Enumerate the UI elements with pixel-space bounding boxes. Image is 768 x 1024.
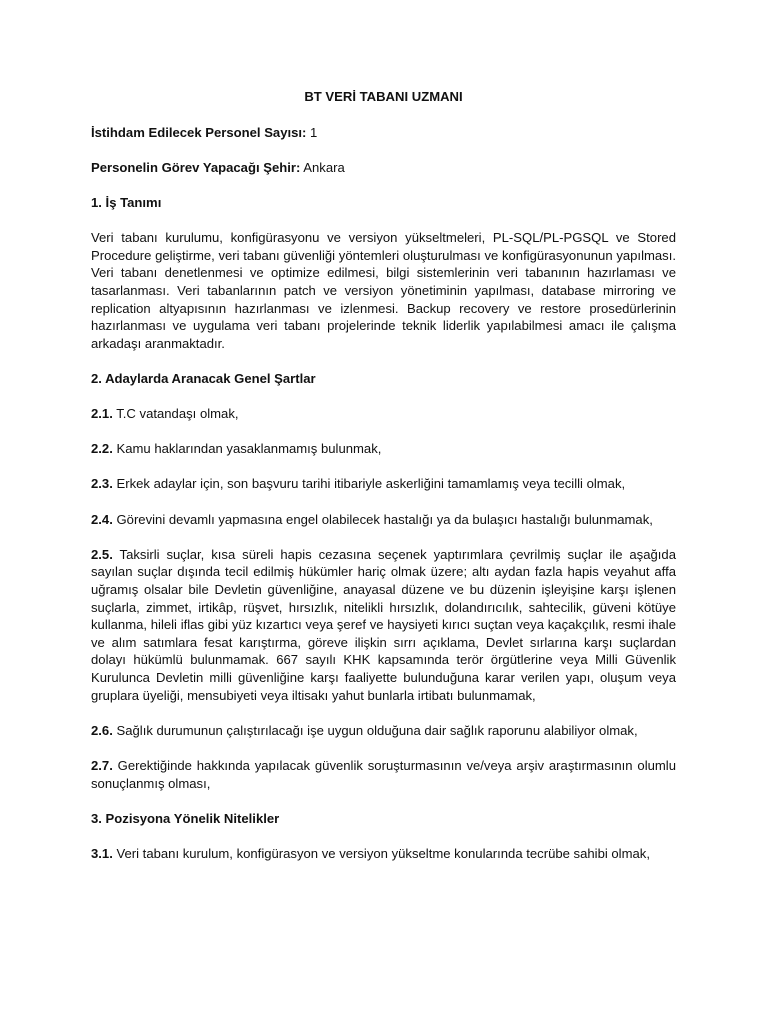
item-text: Veri tabanı kurulum, konfigürasyon ve versiyon yükseltme konularında tecrübe sahibi olmak, — [112, 845, 650, 861]
item-text: Görevini devamlı yapmasına engel olabilecek hastalığı ya da bulaşıcı hastalığı bulunmamak, — [112, 511, 653, 527]
list-item-3-1 — [91, 845, 676, 863]
staff-count-value: 1 — [306, 124, 318, 140]
section-3-heading: 3. Pozisyona Yönelik Nitelikler — [91, 810, 280, 826]
item-number: 2.1. — [91, 406, 113, 422]
list-item-2-3 — [91, 475, 676, 493]
section-2-heading: 2. Adaylarda Aranacak Genel Şartlar — [91, 370, 316, 386]
list-item-2-6 — [91, 722, 676, 740]
item-number: 2.5. — [91, 546, 113, 562]
section-1-text: Veri tabanı kurulumu, konfigürasyonu ve versiyon yükseltmeleri, PL-SQL/PL-PGSQL ve Stored Procedure geliştirme, veri tabanı güvenliği yöntemleri oluşturulması ve konfigürasyonunun yapılması. Veri tabanı denetlenmesi ve optimize edilmesi, bilgi sistemlerinin veri tabanının hazırlaması ve tasarlanması. Veri tabanlarının patch ve versiyon yönetiminin yapılması, database mirroring ve replication altyapısının hazırlanması ve izlenmesi. Backup recovery ve restore prosedürlerinin hazırlanması ve uygulama veri tabanı projelerinde teknik liderlik yapılabilmesi amacı ile çalışma arkadaşı aranmaktadır. — [91, 230, 676, 351]
item-text: Erkek adaylar için, son başvuru tarihi itibariyle askerliğini tamamlamış veya tecilli olmak, — [112, 476, 626, 492]
item-number: 2.2. — [91, 441, 113, 457]
list-item-2-5 — [91, 546, 676, 704]
item-number: 3.1. — [91, 845, 113, 861]
list-item-2-7 — [91, 757, 676, 792]
item-text: Kamu haklarından yasaklanmamış bulunmak, — [112, 441, 382, 457]
city-label: Personelin Görev Yapacağı Şehir: — [91, 159, 301, 175]
item-text: T.C vatandaşı olmak, — [112, 406, 239, 422]
staff-count-label: İstihdam Edilecek Personel Sayısı: — [91, 124, 307, 140]
list-item-2-2 — [91, 440, 676, 458]
item-number: 2.4. — [91, 511, 113, 527]
section-1-heading: 1. İş Tanımı — [91, 194, 162, 210]
staff-count-line — [91, 124, 676, 142]
item-number: 2.3. — [91, 476, 113, 492]
list-item-2-4 — [91, 511, 676, 529]
item-text: Gerektiğinde hakkında yapılacak güvenlik soruşturmasının ve/veya arşiv araştırmasının olumlu sonuçlanmış olması, — [91, 757, 676, 791]
document-page — [91, 88, 676, 880]
city-line — [91, 159, 676, 177]
item-number: 2.7. — [91, 757, 113, 773]
city-value: Ankara — [300, 159, 345, 175]
item-number: 2.6. — [91, 722, 113, 738]
document-title: BT VERİ TABANI UZMANI — [304, 89, 463, 104]
item-text: Sağlık durumunun çalıştırılacağı işe uygun olduğuna dair sağlık raporunu alabiliyor olmak, — [112, 722, 638, 738]
item-text: Taksirli suçlar, kısa süreli hapis cezasına seçenek yaptırımlara çevrilmiş suçlar ile aşağıda sayılan suçlar dışında tecil edilmiş hükümler hariç olmak üzere; altı aydan fazla hapis veyahut affa uğramış olsalar bile Devletin güvenliğine, anayasal düzene ve bu düzenin işleyişine karşı işlenen suçlarla, zimmet, irtikâp, rüşvet, hırsızlık, nitelikli hırsızlık, dolandırıcılık, sahtecilik, güveni kötüye kullanma, hileli iflas gibi yüz kızartıcı veya şeref ve haysiyeti kırıcı suçtan veya kaçakçılık, resmi ihale ve alım satımlara fesat karıştırma, göreve ilişkin sırrı açıklama, Devlet sırlarına karşı suçlardan dolayı hükümlü bulunmamak. 667 sayılı KHK kapsamında terör örgütlerine veya Milli Güvenlik Kurulunca Devletin milli güvenliğine karşı faaliyette bulunduğuna karar verilen yapı, oluşum veya gruplara üyeliği, mensubiyeti veya iltisakı yahut bunlarla irtibatı bulunmamak, — [91, 546, 676, 703]
list-item-2-1 — [91, 405, 676, 423]
